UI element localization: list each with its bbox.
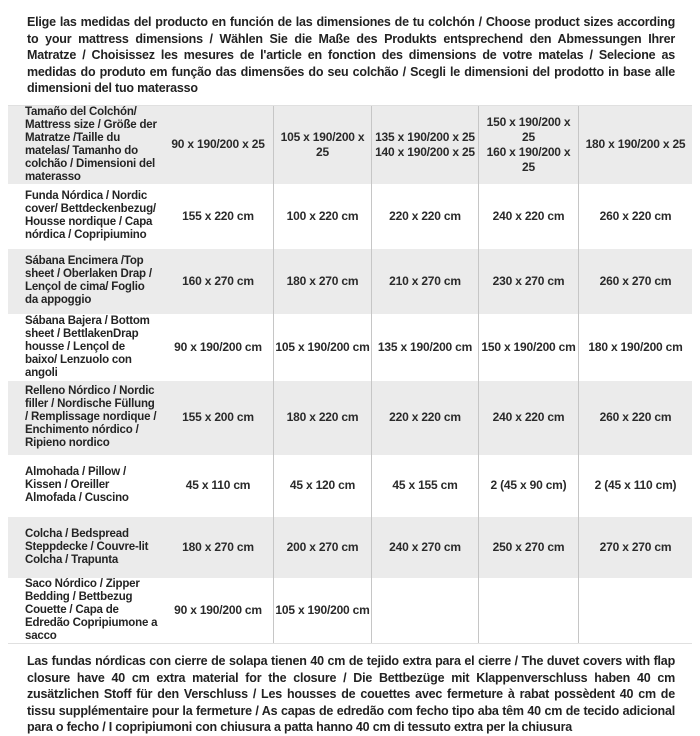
size-cell xyxy=(273,106,371,184)
size-cell xyxy=(578,106,692,184)
size-cell xyxy=(478,249,578,314)
size-value: 155 x 200 cm xyxy=(182,410,254,425)
size-cell xyxy=(273,314,371,381)
size-value: 220 x 220 cm xyxy=(389,208,461,223)
size-value: 150 x 190/200 x 25 xyxy=(486,114,571,144)
size-value: 240 x 270 cm xyxy=(389,539,461,554)
size-cell xyxy=(578,249,692,314)
size-cell xyxy=(578,381,692,455)
size-cell xyxy=(273,517,371,578)
size-value: 105 x 190/200 x 25 xyxy=(280,129,365,159)
size-cell xyxy=(371,314,478,381)
size-value: 90 x 190/200 cm xyxy=(174,339,262,354)
row-label: Sábana Bajera / Bottom sheet / BettlakenDrap housse / Lençol de baixo/ Lenzuolo con angoli xyxy=(25,314,150,379)
size-value: 260 x 220 cm xyxy=(599,410,672,425)
size-value: 270 x 270 cm xyxy=(599,539,672,554)
size-value: 150 x 190/200 cm xyxy=(481,339,576,354)
size-cell xyxy=(163,381,273,455)
row-label: Sábana Encimera /Top sheet / Oberlaken Drap / Lençol de cima/ Foglio da appoggio xyxy=(25,255,152,307)
size-cell xyxy=(578,517,692,578)
size-cell xyxy=(478,381,578,455)
size-cell xyxy=(371,106,478,184)
size-value: 240 x 220 cm xyxy=(492,208,565,223)
size-cell xyxy=(478,455,578,517)
size-value: 260 x 270 cm xyxy=(599,273,672,288)
size-cell xyxy=(478,314,578,381)
table-row xyxy=(8,381,692,455)
table-row xyxy=(8,455,692,517)
size-cell xyxy=(371,381,478,455)
size-cell xyxy=(273,381,371,455)
size-cell xyxy=(578,314,692,381)
footnote-text: Las fundas nórdicas con cierre de solapa tienen 40 cm de tejido extra para el cierre / The duvet covers with flap closure have 40 cm extra material for the closure / Die Bettbezüge mit Klappenverschluss haben 40 cm zusätzlichen Stoff für den Verschluss / Les housses de couettes avec fermeture à rabat possèdent 40 cm de tissu supplémentaire pour la fermeture / As capas de edredão com fecho tipo aba têm 40 cm de tecido adicional para o fecho / I copripiumoni con chiusura a patta hanno 40 cm di tessuto extra per la chiusura xyxy=(27,653,675,735)
size-cell xyxy=(371,184,478,249)
size-cell xyxy=(273,184,371,249)
size-table xyxy=(8,105,692,644)
size-cell xyxy=(478,578,578,643)
table-row xyxy=(8,517,692,578)
size-cell xyxy=(371,517,478,578)
intro-text: Elige las medidas del producto en función de las dimensiones de tu colchón / Choose product sizes according to your mattress dimensions / Wählen Sie die Maße des Produkts entsprechend den Abmessungen Ihrer Matratze / Choisissez les mesures de l'article en fonction des dimensions de votre matelas / Selecione as medidas do produto em função das dimensões do seu colchão / Scegli le dimensioni del prodotto in base alle dimensioni del tuo materasso xyxy=(27,15,675,96)
size-cell xyxy=(371,455,478,517)
size-cell xyxy=(478,106,578,184)
size-value: 155 x 220 cm xyxy=(182,208,254,223)
size-value: 90 x 190/200 x 25 xyxy=(171,137,265,152)
size-cell xyxy=(273,455,371,517)
size-value: 100 x 220 cm xyxy=(286,208,359,223)
size-value: 105 x 190/200 cm xyxy=(275,602,370,617)
size-value: 200 x 270 cm xyxy=(286,539,359,554)
size-value: 45 x 110 cm xyxy=(185,478,251,493)
size-cell xyxy=(478,184,578,249)
size-cell xyxy=(478,517,578,578)
size-value: 135 x 190/200 cm xyxy=(377,339,473,354)
row-label: Almohada / Pillow / Kissen / Oreiller Almofada / Cuscino xyxy=(25,466,129,505)
table-row xyxy=(8,314,692,381)
size-value: 140 x 190/200 x 25 xyxy=(375,144,475,159)
size-value: 250 x 270 cm xyxy=(492,539,565,554)
size-cell xyxy=(163,517,273,578)
size-value: 135 x 190/200 x 25 xyxy=(375,129,475,144)
size-value: 230 x 270 cm xyxy=(492,273,565,288)
size-cell xyxy=(578,184,692,249)
table-row xyxy=(8,578,692,643)
size-value: 180 x 270 cm xyxy=(182,539,254,554)
table-row xyxy=(8,249,692,314)
size-cell xyxy=(578,578,692,643)
size-cell xyxy=(578,455,692,517)
size-cell xyxy=(163,314,273,381)
size-value: 260 x 220 cm xyxy=(599,208,672,223)
size-value: 160 x 270 cm xyxy=(182,273,254,288)
size-value: 180 x 270 cm xyxy=(286,273,359,288)
size-value: 180 x 190/200 cm xyxy=(588,339,683,354)
size-cell xyxy=(163,249,273,314)
row-label: Funda Nórdica / Nordic cover/ Bettdeckenbezug/ Housse nordique / Capa nórdica / Copripiumino xyxy=(25,190,156,242)
size-value: 180 x 220 cm xyxy=(286,410,359,425)
size-cell xyxy=(163,106,273,184)
row-label: Tamaño del Colchón/ Mattress size / Größe der Matratze /Taille du matelas/ Tamanho do colchão / Dimensioni del materasso xyxy=(25,105,157,183)
row-label: Relleno Nórdico / Nordic filler / Nordische Füllung / Remplissage nordique / Enchimento nórdico / Ripieno nordico xyxy=(25,385,157,450)
size-value: 160 x 190/200 x 25 xyxy=(486,144,571,174)
size-value: 90 x 190/200 cm xyxy=(174,602,262,617)
size-value: 45 x 120 cm xyxy=(289,478,356,493)
size-value: 45 x 155 cm xyxy=(392,478,458,493)
size-cell xyxy=(273,578,371,643)
table-row xyxy=(8,184,692,249)
size-cell xyxy=(273,249,371,314)
size-value: 240 x 220 cm xyxy=(492,410,565,425)
size-cell xyxy=(371,249,478,314)
table-row xyxy=(8,106,692,184)
size-value: 180 x 190/200 x 25 xyxy=(585,137,686,152)
size-cell xyxy=(371,578,478,643)
size-cell xyxy=(163,455,273,517)
row-label: Saco Nórdico / Zipper Bedding / Bettbezug Couette / Capa de Edredão Copripiumone a sacco xyxy=(25,577,158,642)
size-value: 105 x 190/200 cm xyxy=(275,339,370,354)
size-value: 220 x 220 cm xyxy=(389,410,461,425)
size-cell xyxy=(163,184,273,249)
size-value: 2 (45 x 110 cm) xyxy=(594,478,677,493)
size-cell xyxy=(163,578,273,643)
size-value: 2 (45 x 90 cm) xyxy=(490,478,567,493)
row-label: Colcha / Bedspread Steppdecke / Couvre-lit Colcha / Trapunta xyxy=(25,527,149,566)
size-value: 210 x 270 cm xyxy=(389,273,461,288)
